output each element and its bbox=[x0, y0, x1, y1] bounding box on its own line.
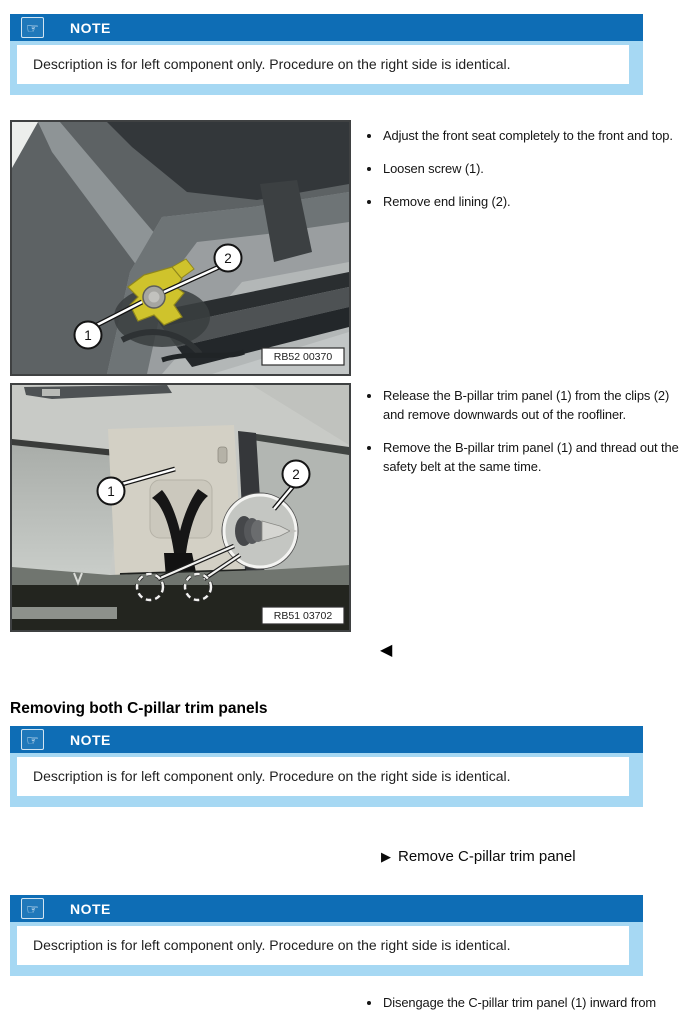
note-box-3 bbox=[10, 895, 643, 976]
pillar-latch bbox=[218, 447, 227, 463]
note-body bbox=[10, 41, 643, 95]
note-text: Description is for left component only. Procedure on the right side is identical. bbox=[17, 45, 629, 84]
note-body bbox=[10, 753, 643, 807]
instruction-item: • Remove end lining (2). bbox=[382, 192, 691, 211]
instruction-item: • Loosen screw (1). bbox=[382, 159, 691, 178]
step-label: Remove C-pillar trim panel bbox=[398, 848, 576, 865]
pointing-hand-icon: ☞ bbox=[21, 729, 44, 750]
callout-circle-2 bbox=[215, 245, 242, 272]
note-text: Description is for left component only. Procedure on the right side is identical. bbox=[17, 926, 629, 965]
note-title: NOTE bbox=[70, 900, 111, 917]
callout-circle-1 bbox=[75, 322, 102, 349]
instruction-item: • Remove the B-pillar trim panel (1) and thread out the safety belt at the same time. bbox=[382, 438, 691, 476]
note-text: Description is for left component only. Procedure on the right side is identical. bbox=[17, 757, 629, 796]
figure-b-pillar-illustration bbox=[12, 385, 349, 630]
instructions-trailing bbox=[361, 993, 691, 1020]
note-body bbox=[10, 922, 643, 976]
callout-circle-1 bbox=[98, 478, 125, 505]
instruction-item: • Disengage the C-pillar trim panel (1) inward from bbox=[382, 993, 691, 1012]
note-box-2 bbox=[10, 726, 643, 807]
svg-text:2: 2 bbox=[224, 251, 232, 266]
svg-text:1: 1 bbox=[84, 328, 92, 343]
instructions-figure2 bbox=[361, 386, 691, 490]
figure-seat-illustration bbox=[12, 122, 349, 374]
section-heading: Removing both C-pillar trim panels bbox=[10, 700, 268, 717]
pointing-hand-icon: ☞ bbox=[21, 17, 44, 38]
svg-text:RB51 03702: RB51 03702 bbox=[273, 610, 333, 622]
note-title: NOTE bbox=[70, 19, 111, 36]
procedure-end-icon: ◀ bbox=[380, 642, 393, 659]
step-arrow-icon: ▶ bbox=[381, 849, 391, 864]
note-header bbox=[10, 895, 643, 922]
svg-text:RB52 00370: RB52 00370 bbox=[273, 351, 333, 363]
left-window bbox=[12, 445, 124, 575]
svg-text:2: 2 bbox=[292, 467, 300, 482]
figure-b-pillar-trim bbox=[10, 383, 351, 632]
instruction-item: • Release the B-pillar trim panel (1) from the clips (2) and remove downwards out of the roofliner. bbox=[382, 386, 691, 424]
figure-label bbox=[262, 348, 344, 365]
instructions-figure1 bbox=[361, 126, 691, 225]
callout-circle-2 bbox=[283, 461, 310, 488]
figure-seat-end-lining bbox=[10, 120, 351, 376]
figure-label bbox=[262, 607, 344, 624]
note-header bbox=[10, 14, 643, 41]
note-box-1 bbox=[10, 14, 643, 95]
pointing-hand-icon: ☞ bbox=[21, 898, 44, 919]
note-header bbox=[10, 726, 643, 753]
note-title: NOTE bbox=[70, 731, 111, 748]
svg-text:1: 1 bbox=[107, 484, 115, 499]
action-step bbox=[381, 848, 576, 865]
instruction-item: • Adjust the front seat completely to the front and top. bbox=[382, 126, 691, 145]
